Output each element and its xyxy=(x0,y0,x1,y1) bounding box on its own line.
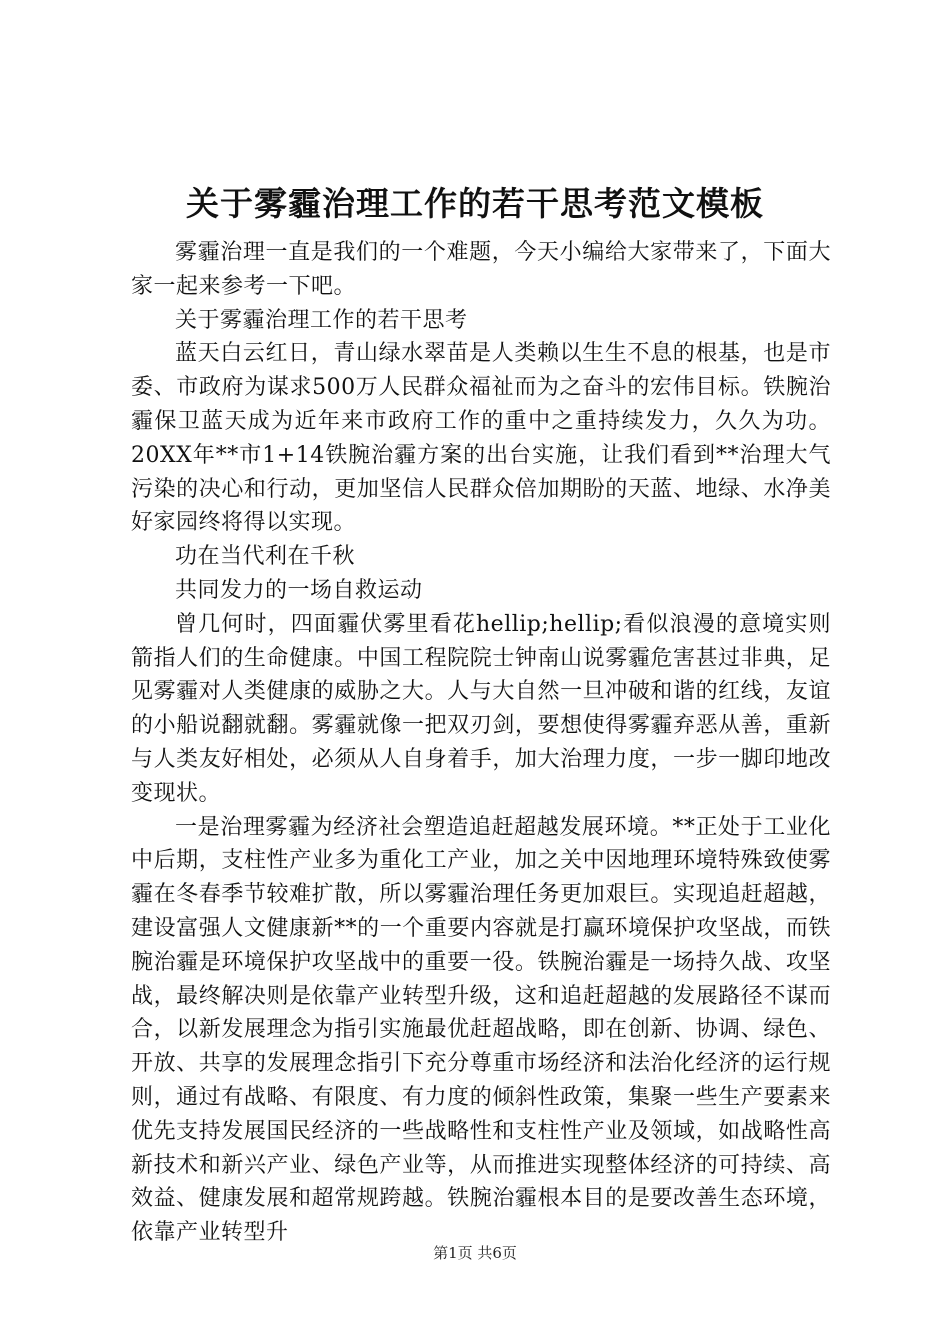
document-title: 关于雾霾治理工作的若干思考范文模板 xyxy=(186,184,764,223)
paragraph-subtitle: 关于雾霾治理工作的若干思考 xyxy=(175,307,468,333)
paragraph-intro: 雾霾治理一直是我们的一个难题，今天小编给大家带来了，下面大家一起来参考一下吧。 xyxy=(131,240,831,299)
paragraph-haze-health: 曾几何时，四面霾伏雾里看花hellip;hellip;看似浪漫的意境实则箭指人们的生命健康。中国工程院院士钟南山说雾霾危害甚过非典，足见雾霾对人类健康的威胁之大。人与大自然一旦冲破和谐的红线，友谊的小船说翻就翻。雾霾就像一把双刃剑，要想使得雾霾弃恶从善，重新与人类友好相处，必须从人自身着手，加大治理力度，一步一脚印地改变现状。 xyxy=(131,611,831,806)
paragraph-heading-merit: 功在当代利在千秋 xyxy=(175,544,356,570)
paragraph-blue-sky: 蓝天白云红日，青山绿水翠苗是人类赖以生生不息的根基，也是市委、市政府为谋求500万人民群众福祉而为之奋斗的宏伟目标。铁腕治霾保卫蓝天成为近年来市政府工作的重中之重持续发力，久久为功。20XX年**市1+14铁腕治霾方案的出台实施，让我们看到**治理大气污染的决心和行动，更加坚信人民群众倍加期盼的天蓝、地绿、水净美好家园终将得以实现。 xyxy=(131,341,831,536)
page-number-footer: 第1页 共6页 xyxy=(433,1244,517,1262)
document-body xyxy=(131,236,831,1250)
paragraph-heading-selfrescue: 共同发力的一场自救运动 xyxy=(175,577,423,603)
paragraph-point-one: 一是治理雾霾为经济社会塑造追赶超越发展环境。**正处于工业化中后期，支柱性产业多为重化工产业，加之关中因地理环境特殊致使雾霾在冬春季节较难扩散，所以雾霾治理任务更加艰巨。实现追赶超越，建设富强人文健康新**的一个重要内容就是打赢环境保护攻坚战，而铁腕治霾是环境保护攻坚战中的重要一役。铁腕治霾是一场持久战、攻坚战，最终解决则是依靠产业转型升级，这和追赶超越的发展路径不谋而合，以新发展理念为指引实施最优赶超战略，即在创新、协调、绿色、开放、共享的发展理念指引下充分尊重市场经济和法治化经济的运行规则，通过有战略、有限度、有力度的倾斜性政策，集聚一些生产要素来优先支持发展国民经济的一些战略性和支柱性产业及领域，如战略性高新技术和新兴产业、绿色产业等，从而推进实现整体经济的可持续、高效益、健康发展和超常规跨越。铁腕治霾根本目的是要改善生态环境，依靠产业转型升 xyxy=(131,814,831,1246)
